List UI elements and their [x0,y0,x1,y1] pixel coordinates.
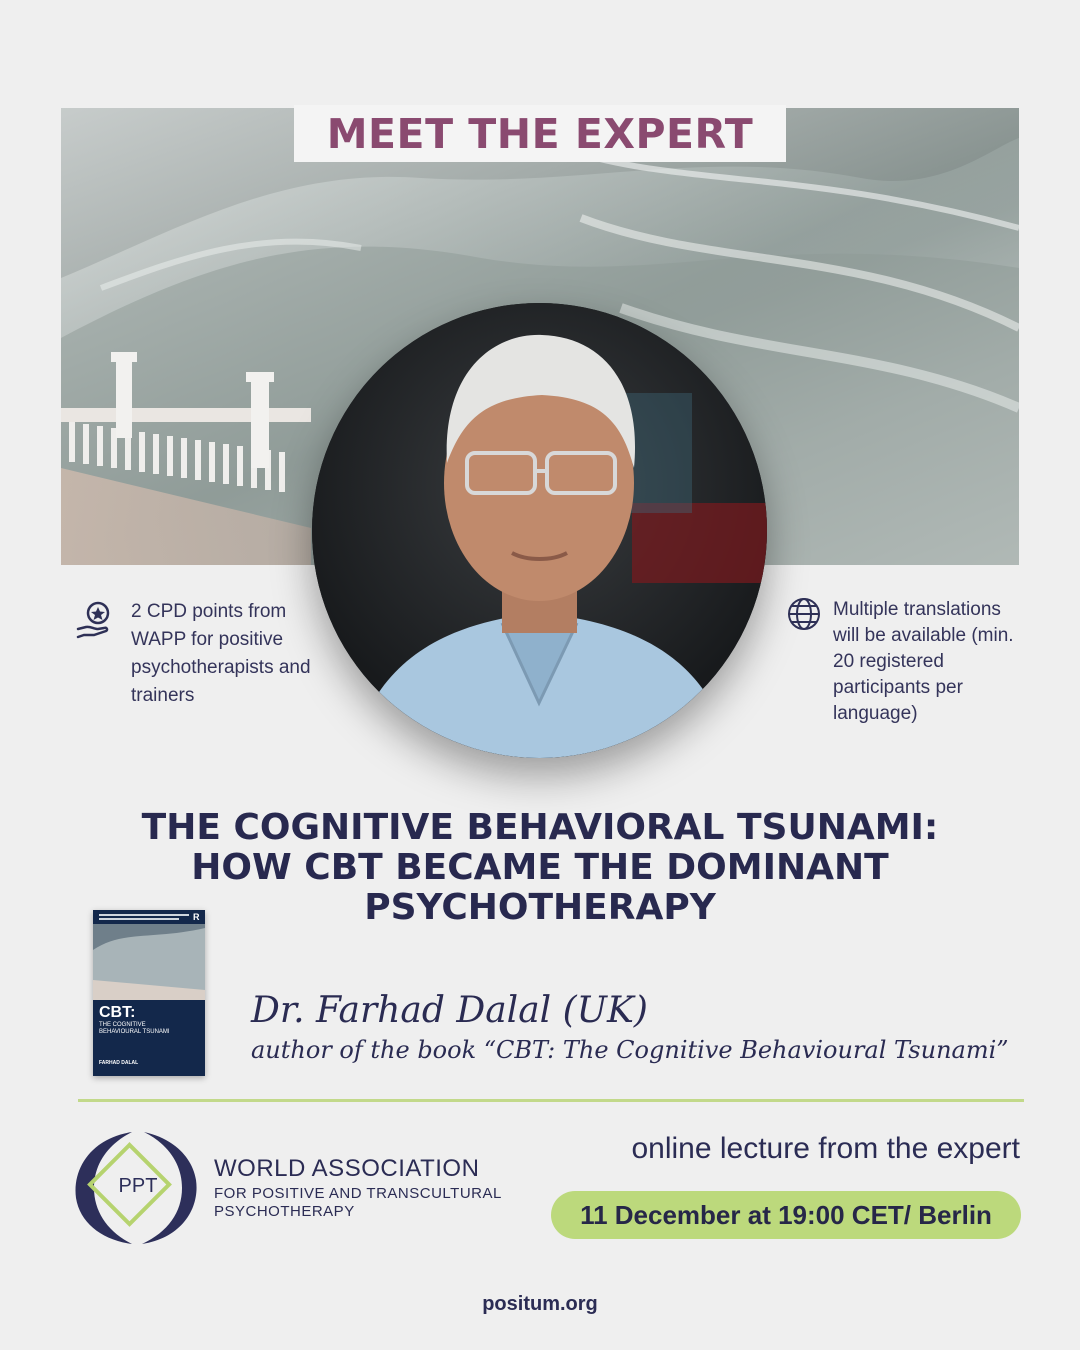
event-type: online lecture from the expert [631,1132,1020,1165]
lecture-title-line-3: PSYCHOTHERAPY [364,887,716,928]
translations-line-2: will be available (min. [833,625,1014,646]
lecture-title-line-2: HOW CBT BECAME THE DOMINANT [191,847,889,888]
book-subtitle-line-2: BEHAVIOURAL TSUNAMI [99,1029,170,1035]
award-hand-icon [76,599,116,644]
org-name-sub [214,1185,502,1221]
book-cover [93,910,205,1076]
section-divider [78,1099,1024,1102]
website-link[interactable]: positum.org [482,1293,598,1315]
org-name-line-1: WORLD ASSOCIATION [214,1155,480,1182]
book-title: CBT: [99,1004,136,1021]
book-author: FARHAD DALAL [99,1060,139,1066]
cpd-line-1: 2 CPD points from [131,601,287,622]
lecture-title-line-1: THE COGNITIVE BEHAVIORAL TSUNAMI: [141,807,939,848]
org-name-line-3: PSYCHOTHERAPY [214,1203,355,1220]
cpd-line-2: WAPP for positive [131,629,284,650]
logo-text: PPT [118,1175,158,1197]
banner-title: MEET THE EXPERT [326,109,754,158]
meet-the-expert-banner [294,105,786,162]
translations-line-5: language) [833,703,918,724]
globe-icon [787,597,821,636]
translations-line-3: 20 registered [833,651,944,672]
speaker-portrait [312,303,767,758]
cpd-line-3: psychotherapists and [131,657,311,678]
translations-info [833,597,1014,727]
book-subtitle [99,1022,170,1036]
publisher-mark: R [193,912,200,922]
event-date-badge [551,1191,1021,1239]
cpd-line-4: trainers [131,685,195,706]
book-subtitle-line-1: THE COGNITIVE [99,1022,146,1028]
translations-line-1: Multiple translations [833,599,1001,620]
speaker-name: Dr. Farhad Dalal (UK) [251,990,648,1031]
speaker-description: author of the book “CBT: The Cognitive Behavioural Tsunami” [251,1036,1009,1064]
cpd-points-info [131,598,311,710]
event-date-time: 11 December at 19:00 CET/ Berlin [580,1199,992,1230]
lecture-title [90,808,990,928]
org-name-line-2: FOR POSITIVE AND TRANSCULTURAL [214,1185,502,1202]
translations-line-4: participants per [833,677,963,698]
wapp-logo [72,1128,202,1253]
